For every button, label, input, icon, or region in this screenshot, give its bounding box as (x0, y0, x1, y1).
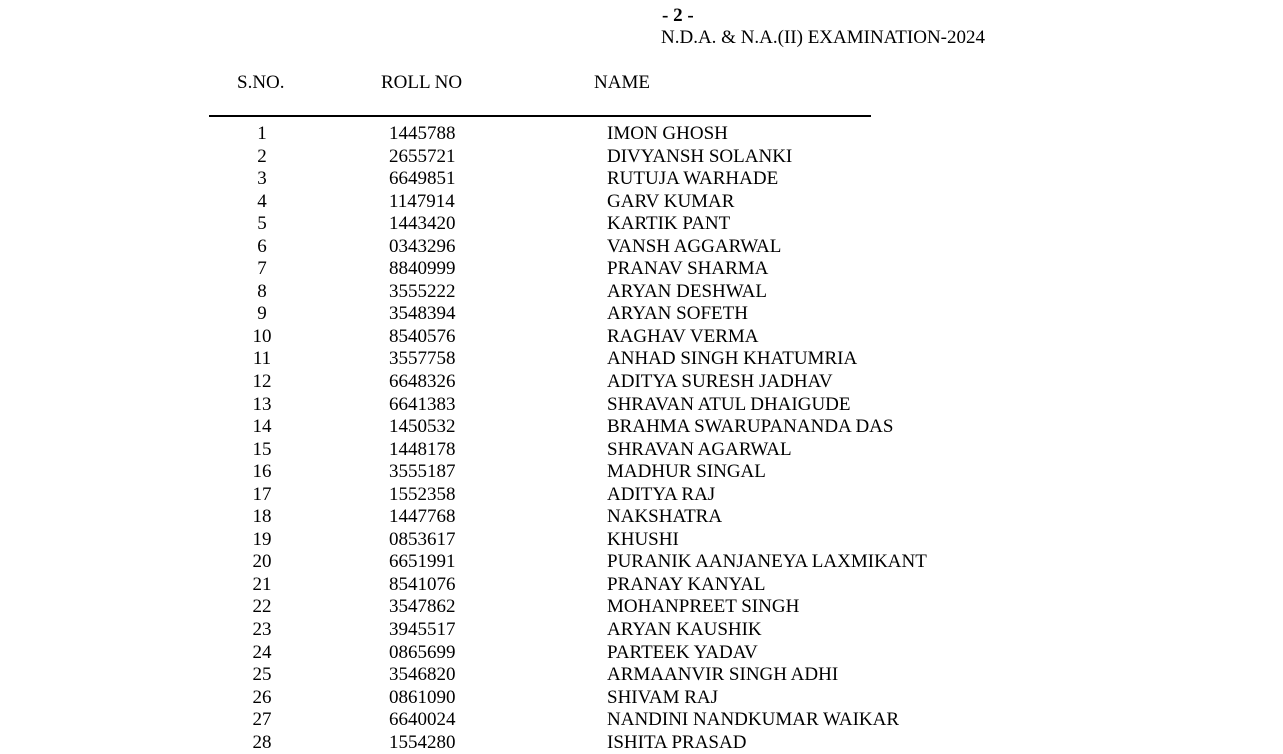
cell-name: RUTUJA WARHADE (607, 168, 779, 190)
cell-sno: 19 (252, 528, 272, 550)
cell-sno: 8 (257, 280, 267, 302)
cell-sno: 10 (252, 325, 272, 347)
page-number-value: 2 (673, 5, 683, 26)
cell-roll-no: 1450532 (389, 416, 456, 438)
cell-roll-no: 3547862 (389, 596, 456, 618)
cell-roll-no: 1147914 (389, 190, 455, 212)
cell-roll-no: 3555187 (389, 461, 456, 483)
cell-roll-no: 3557758 (389, 348, 456, 370)
page-number (662, 4, 694, 28)
cell-roll-no: 3546820 (389, 664, 456, 686)
table-row (0, 664, 1283, 687)
cell-name: ISHITA PRASAD (607, 731, 747, 753)
cell-sno: 3 (257, 168, 267, 190)
cell-name: SHRAVAN AGARWAL (607, 438, 792, 460)
column-header-roll-no: ROLL NO (381, 72, 463, 93)
cell-name: PURANIK AANJANEYA LAXMIKANT (607, 551, 927, 573)
cell-name: PARTEEK YADAV (607, 641, 758, 663)
cell-name: PRANAY KANYAL (607, 573, 766, 595)
cell-name: SHIVAM RAJ (607, 686, 719, 708)
table-row (0, 732, 1283, 754)
table-row (0, 281, 1283, 304)
cell-sno: 4 (257, 190, 267, 212)
cell-roll-no: 8540576 (389, 325, 456, 347)
cell-name: MADHUR SINGAL (607, 461, 766, 483)
cell-name: DIVYANSH SOLANKI (607, 145, 793, 167)
table-row (0, 709, 1283, 732)
cell-name: ARYAN KAUSHIK (607, 619, 762, 641)
cell-sno: 1 (257, 123, 267, 144)
cell-name: ADITYA SURESH JADHAV (607, 371, 833, 393)
cell-name: ARYAN DESHWAL (607, 280, 767, 302)
cell-sno: 7 (257, 258, 267, 280)
table-row (0, 619, 1283, 642)
cell-sno: 6 (257, 235, 267, 257)
cell-roll-no: 6651991 (389, 551, 456, 573)
cell-roll-no: 2655721 (389, 145, 456, 167)
table-row (0, 484, 1283, 507)
cell-name: ANHAD SINGH KHATUMRIA (607, 348, 858, 370)
cell-roll-no: 0865699 (389, 641, 456, 663)
cell-name: RAGHAV VERMA (607, 325, 759, 347)
table-row (0, 416, 1283, 439)
cell-name: NANDINI NANDKUMAR WAIKAR (607, 709, 900, 731)
table-row (0, 191, 1283, 214)
cell-sno: 25 (252, 664, 272, 686)
cell-name: KHUSHI (607, 528, 679, 550)
cell-roll-no: 1448178 (389, 438, 456, 460)
cell-name: GARV KUMAR (607, 190, 735, 212)
column-header-sno: S.NO. (237, 72, 285, 93)
cell-sno: 18 (252, 506, 272, 528)
cell-name: VANSH AGGARWAL (607, 235, 782, 257)
cell-roll-no: 6649851 (389, 168, 456, 190)
cell-roll-no: 6648326 (389, 371, 456, 393)
results-table-body (0, 123, 1283, 754)
cell-sno: 23 (252, 619, 272, 641)
cell-sno: 14 (252, 416, 272, 438)
table-row (0, 596, 1283, 619)
table-row (0, 123, 1283, 146)
page-number-dash-right: - (687, 5, 694, 26)
cell-roll-no: 8541076 (389, 573, 456, 595)
cell-name: NAKSHATRA (607, 506, 723, 528)
page-number-dash-left: - (662, 5, 669, 26)
cell-roll-no: 1443420 (389, 213, 456, 235)
column-header-name: NAME (594, 72, 650, 93)
table-row (0, 551, 1283, 574)
cell-sno: 21 (252, 573, 272, 595)
table-row (0, 258, 1283, 281)
table-row (0, 574, 1283, 597)
cell-sno: 28 (252, 731, 272, 753)
cell-sno: 13 (252, 393, 272, 415)
exam-title: N.D.A. & N.A.(II) EXAMINATION-2024 (661, 27, 986, 48)
cell-roll-no: 8840999 (389, 258, 456, 280)
cell-sno: 22 (252, 596, 272, 618)
table-row (0, 213, 1283, 236)
cell-roll-no: 1447768 (389, 506, 456, 528)
cell-sno: 12 (252, 371, 272, 393)
cell-name: KARTIK PANT (607, 213, 731, 235)
cell-sno: 27 (252, 709, 272, 731)
cell-name: PRANAV SHARMA (607, 258, 769, 280)
cell-roll-no: 1445788 (389, 123, 456, 144)
cell-sno: 24 (252, 641, 272, 663)
table-row (0, 371, 1283, 394)
cell-sno: 20 (252, 551, 272, 573)
cell-name: ARYAN SOFETH (607, 303, 748, 325)
table-row (0, 642, 1283, 665)
cell-roll-no: 6640024 (389, 709, 456, 731)
cell-sno: 5 (257, 213, 267, 235)
table-row (0, 326, 1283, 349)
cell-name: ADITYA RAJ (607, 483, 716, 505)
cell-roll-no: 3555222 (389, 280, 456, 302)
cell-roll-no: 3548394 (389, 303, 456, 325)
table-row (0, 394, 1283, 417)
cell-sno: 17 (252, 483, 272, 505)
table-row (0, 506, 1283, 529)
cell-name: IMON GHOSH (607, 123, 728, 144)
cell-name: ARMAANVIR SINGH ADHI (607, 664, 839, 686)
cell-roll-no: 1552358 (389, 483, 456, 505)
table-row (0, 168, 1283, 191)
cell-name: BRAHMA SWARUPANANDA DAS (607, 416, 894, 438)
header-divider (209, 115, 871, 117)
cell-name: SHRAVAN ATUL DHAIGUDE (607, 393, 851, 415)
cell-roll-no: 0861090 (389, 686, 456, 708)
table-row (0, 146, 1283, 169)
table-row (0, 303, 1283, 326)
cell-sno: 15 (252, 438, 272, 460)
cell-roll-no: 3945517 (389, 619, 456, 641)
table-row (0, 687, 1283, 710)
cell-sno: 11 (252, 348, 272, 370)
cell-roll-no: 0343296 (389, 235, 456, 257)
cell-roll-no: 0853617 (389, 528, 456, 550)
table-row (0, 529, 1283, 552)
table-row (0, 236, 1283, 259)
cell-roll-no: 6641383 (389, 393, 456, 415)
cell-sno: 2 (257, 145, 267, 167)
cell-name: MOHANPREET SINGH (607, 596, 800, 618)
cell-roll-no: 1554280 (389, 731, 456, 753)
cell-sno: 9 (257, 303, 267, 325)
table-row (0, 348, 1283, 371)
cell-sno: 16 (252, 461, 272, 483)
table-row (0, 439, 1283, 462)
table-row (0, 461, 1283, 484)
cell-sno: 26 (252, 686, 272, 708)
